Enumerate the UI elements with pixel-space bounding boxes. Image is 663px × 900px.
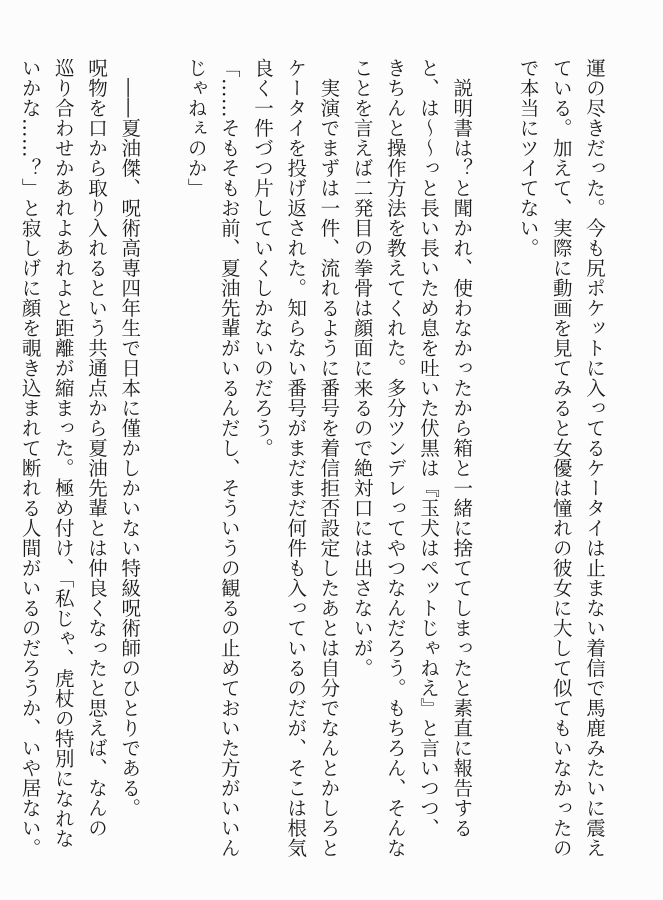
paragraph-gap bbox=[146, 58, 179, 848]
text-line: 説明書は？と聞かれ、使わなかったから箱と一緒に捨ててしまったと素直に報告する bbox=[450, 58, 474, 838]
text-line: 良く一件づつ片していくしかないのだろう。 bbox=[250, 58, 274, 458]
text-line: と、は〜〜っと長い長いため息を吐いた伏黒は『玉犬はペットじゃねえ』と言いつつ、 bbox=[417, 58, 440, 838]
text-line: きちんと操作方法を教えてくれた。多分ツンデレってやつなんだろう。もちろん、そんな bbox=[383, 58, 407, 858]
text-line: 「……そもそもお前、夏油先輩がいるんだし、そういうの観るの止めておいた方がいいん bbox=[217, 58, 241, 858]
text-line: ケータイを投げ返された。知らない番号がまだまだ何件も入っているのだが、そこは根気 bbox=[284, 58, 308, 858]
text-line: ――夏油傑、呪術高専四年生で日本に僅かしかいない特級呪術師のひとりである。 bbox=[118, 58, 142, 818]
text-line: 呪物を口から取り入れるという共通点から夏油先輩とは仲良くなったと思えば、なんの bbox=[84, 58, 108, 838]
text-line: ている。加えて、実際に動画を見てみると女優は憧れの彼女に大して似てもいなかったの bbox=[549, 58, 573, 858]
paragraph-gap bbox=[478, 58, 511, 848]
text-line: じゃねぇのか」 bbox=[184, 58, 208, 198]
text-line: いかな……？」と寂しげに顔を覗き込まれて断れる人間がいるのだろうか、いや居ない。 bbox=[18, 58, 42, 858]
text-line: 運の尽きだった。今も尻ポケットに入ってるケータイは止まない着信で馬鹿みたいに震え bbox=[583, 58, 606, 858]
text-line: 実演でまずは一件、流れるように番号を着信拒否設定したあとは自分でなんとかしろと bbox=[317, 58, 341, 858]
text-line: で本当にツイてない。 bbox=[516, 58, 540, 258]
vertical-text-block bbox=[13, 58, 611, 858]
text-line: 巡り合わせかあれよあれよと距離が縮まった。極め付け、「私じゃ、虎杖の特別になれな bbox=[51, 58, 75, 849]
text-line: ことを言えば二発目の拳骨は顔面に来るので絶対口には出さないが。 bbox=[350, 58, 374, 678]
